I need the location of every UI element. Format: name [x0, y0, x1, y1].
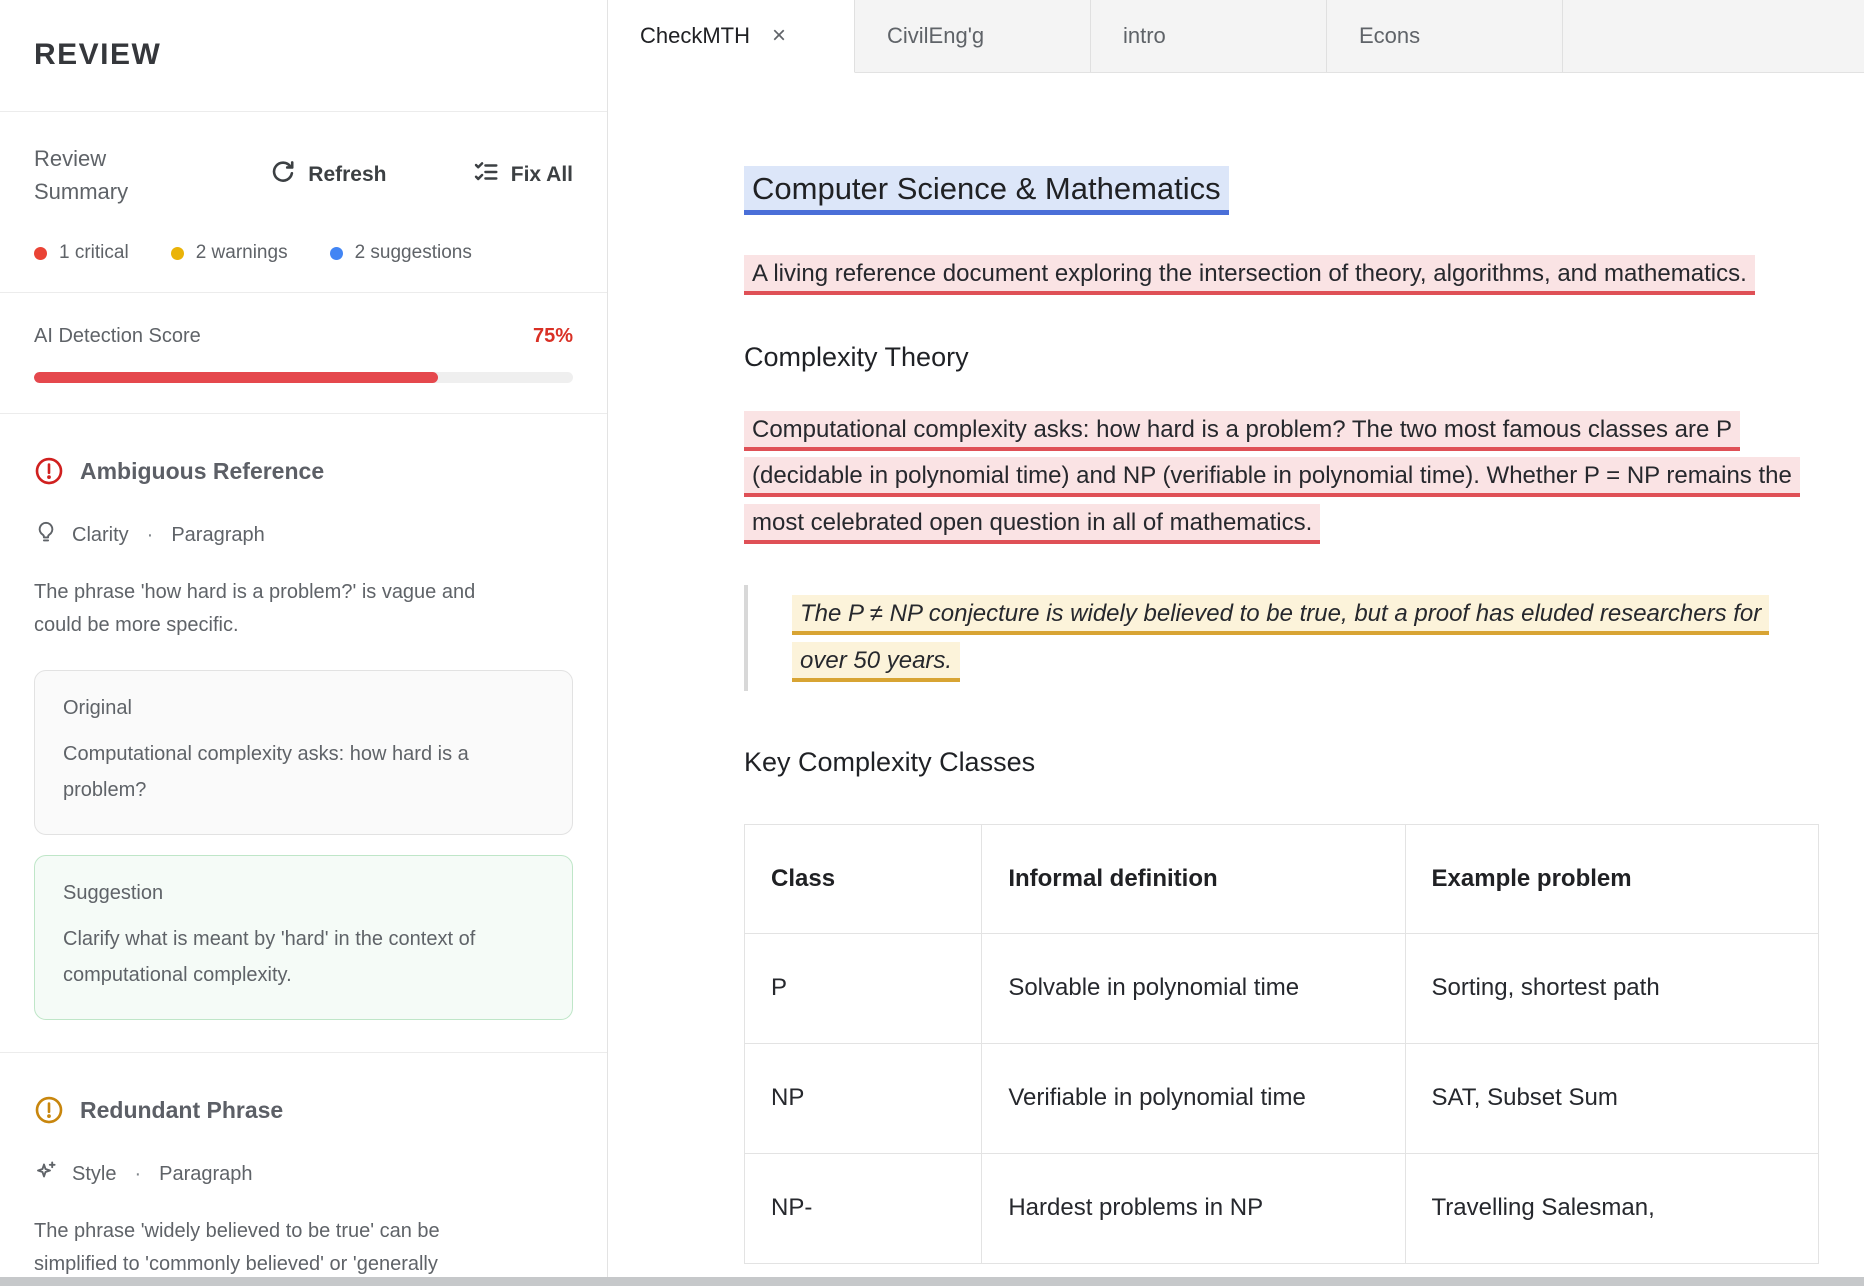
original-box — [34, 670, 573, 835]
issue-title: Redundant Phrase — [80, 1096, 284, 1123]
warning-severity-icon — [34, 1095, 64, 1125]
cell-class: NP- — [745, 1153, 982, 1263]
cell-example: SAT, Subset Sum — [1405, 1044, 1818, 1154]
meta-separator: · — [134, 1162, 142, 1185]
review-sidebar — [0, 0, 608, 1286]
ai-score-progressbar — [34, 372, 573, 383]
col-header-example: Example problem — [1405, 824, 1818, 934]
original-label: Original — [63, 697, 132, 719]
review-summary-section — [0, 112, 607, 293]
document-tabbar — [608, 0, 1864, 73]
doc-title-heading — [744, 161, 1819, 217]
ai-score-label: AI Detection Score — [34, 325, 201, 347]
warnings-count-label: 2 warnings — [195, 242, 288, 263]
fix-all-button[interactable] — [473, 159, 573, 191]
issue-card-redundant-phrase[interactable] — [0, 1053, 607, 1286]
critical-severity-icon — [34, 456, 64, 486]
doc-intro-paragraph: A living reference document exploring the intersection of theory, algorithms, and mathematics. — [744, 251, 1819, 298]
table-row — [745, 1153, 1819, 1263]
tab-checkmth[interactable] — [608, 0, 855, 73]
cell-example: Sorting, shortest path — [1405, 934, 1818, 1044]
suggestion-text: Clarify what is meant by 'hard' in the context of computational complexity. — [63, 928, 476, 986]
issue-counts — [34, 242, 573, 264]
fix-all-button-label: Fix All — [510, 163, 573, 186]
sidebar-header — [0, 0, 607, 112]
refresh-icon — [270, 159, 296, 191]
ai-score-value: 75% — [532, 325, 573, 347]
lightbulb-icon — [34, 520, 58, 550]
doc-section-heading-complexity-theory: Complexity Theory — [744, 341, 969, 372]
cell-class: NP — [745, 1044, 982, 1154]
tab-intro[interactable] — [1091, 0, 1327, 72]
tab-econs[interactable] — [1327, 0, 1563, 72]
cell-definition: Verifiable in polynomial time — [982, 1044, 1405, 1154]
issue-category: Style — [72, 1162, 117, 1185]
table-row — [745, 1044, 1819, 1154]
issue-category: Clarity — [72, 523, 129, 546]
checklist-icon — [473, 159, 499, 191]
critical-count — [34, 242, 129, 264]
meta-separator: · — [146, 523, 154, 546]
tab-label: Econs — [1359, 23, 1421, 48]
critical-count-label: 1 critical — [59, 242, 129, 263]
cell-definition: Solvable in polynomial time — [982, 934, 1405, 1044]
warning-dot-icon — [171, 247, 184, 260]
suggestions-count-label: 2 suggestions — [354, 242, 472, 263]
col-header-class: Class — [745, 824, 982, 934]
doc-complexity-paragraph: Computational complexity asks: how hard is a problem? The two most famous classes are P (decidable in polynomial time) and NP (verifiable in polynomial time). Whether P = NP remains the most celebrated open question in all of mathematics. — [744, 407, 1819, 547]
sparkle-icon — [34, 1159, 58, 1189]
complexity-classes-table — [744, 824, 1819, 1264]
suggestion-label: Suggestion — [63, 882, 164, 904]
warnings-count — [171, 242, 288, 264]
table-header-row — [745, 824, 1819, 934]
issue-title: Ambiguous Reference — [80, 457, 325, 484]
cell-definition: Hardest problems in NP — [982, 1153, 1405, 1263]
suggestions-count — [330, 242, 472, 264]
sidebar-title: REVIEW — [34, 38, 162, 71]
cell-class: P — [745, 934, 982, 1044]
ai-detection-section — [0, 293, 607, 414]
critical-dot-icon — [34, 247, 47, 260]
cell-example: Travelling Salesman, — [1405, 1153, 1818, 1263]
document-canvas[interactable] — [608, 73, 1864, 1286]
tab-label: CivilEng'g — [887, 23, 985, 48]
suggestion-box[interactable] — [34, 855, 573, 1020]
issue-card-ambiguous-reference[interactable] — [0, 414, 607, 1053]
issue-scope: Paragraph — [171, 523, 265, 546]
doc-title-highlight: Computer Science & Mathematics — [744, 166, 1229, 215]
refresh-button-label: Refresh — [308, 163, 387, 186]
suggestion-dot-icon — [330, 247, 343, 260]
col-header-definition: Informal definition — [982, 824, 1405, 934]
ai-score-fill — [34, 372, 438, 383]
tab-civilengg[interactable] — [855, 0, 1091, 72]
table-row — [745, 934, 1819, 1044]
editor-pane — [608, 0, 1864, 1286]
original-text: Computational complexity asks: how hard is a problem? — [63, 743, 469, 801]
doc-section-heading-key-classes: Key Complexity Classes — [744, 746, 1036, 777]
issue-description: The phrase 'widely believed to be true' can be simplified to 'commonly believed' or 'generally — [34, 1220, 440, 1275]
issue-description: The phrase 'how hard is a problem?' is vague and could be more specific. — [34, 581, 476, 636]
close-icon[interactable]: × — [772, 22, 787, 49]
refresh-button[interactable] — [270, 159, 386, 191]
tab-label: intro — [1123, 23, 1166, 48]
bottom-edge-bar — [0, 1277, 1864, 1286]
review-summary-label: Review Summary — [34, 146, 129, 204]
doc-blockquote: The P ≠ NP conjecture is widely believed to be true, but a proof has eluded researchers for over 50 years. — [744, 585, 1804, 691]
tab-label: CheckMTH — [640, 23, 751, 48]
issue-scope: Paragraph — [159, 1162, 253, 1185]
